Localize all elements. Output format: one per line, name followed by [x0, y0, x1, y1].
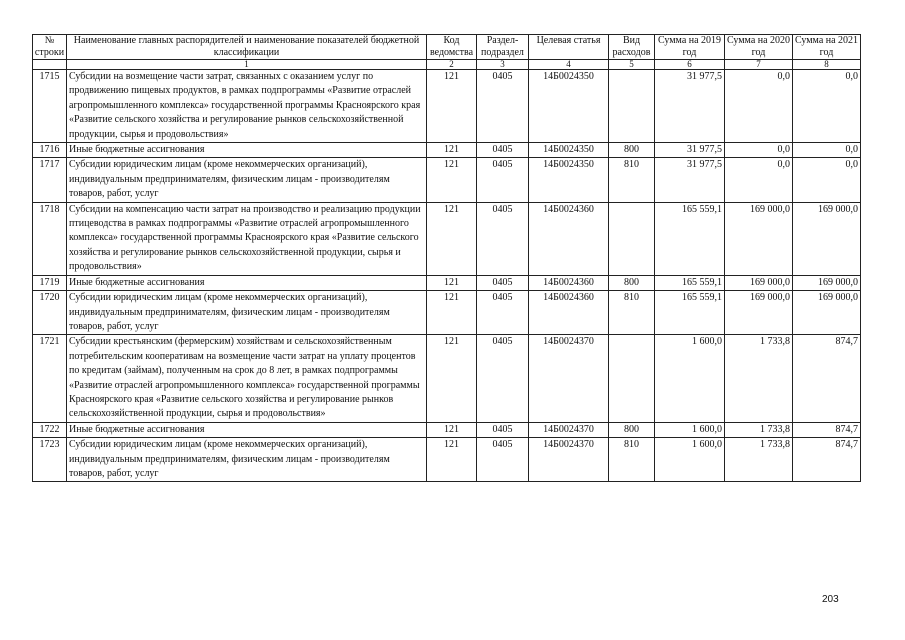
row-sum-2020: 1 733,8 [725, 335, 793, 422]
row-number: 1719 [33, 275, 67, 290]
row-sum-2019: 165 559,1 [655, 291, 725, 335]
row-sum-2019: 31 977,5 [655, 158, 725, 202]
row-expense [609, 70, 655, 143]
row-number: 1716 [33, 143, 67, 158]
row-sum-2019: 1 600,0 [655, 422, 725, 437]
row-expense: 800 [609, 275, 655, 290]
column-index: 4 [529, 60, 609, 70]
row-section: 0405 [477, 158, 529, 202]
row-sum-2021: 0,0 [793, 70, 861, 143]
row-section: 0405 [477, 438, 529, 482]
row-expense: 810 [609, 291, 655, 335]
row-name: Иные бюджетные ассигнования [67, 422, 427, 437]
row-dept: 121 [427, 158, 477, 202]
row-section: 0405 [477, 422, 529, 437]
header-row-no: № строки [33, 35, 67, 60]
header-row [33, 35, 861, 60]
row-target: 14Б0024360 [529, 275, 609, 290]
header-sum-2019: Сумма на 2019 год [655, 35, 725, 60]
row-sum-2020: 169 000,0 [725, 275, 793, 290]
row-sum-2021: 169 000,0 [793, 202, 861, 275]
row-sum-2021: 0,0 [793, 143, 861, 158]
row-sum-2021: 874,7 [793, 422, 861, 437]
row-dept: 121 [427, 202, 477, 275]
header-dept: Код ведомства [427, 35, 477, 60]
table-row [33, 335, 861, 422]
row-dept: 121 [427, 438, 477, 482]
row-sum-2019: 165 559,1 [655, 202, 725, 275]
row-sum-2021: 874,7 [793, 438, 861, 482]
row-section: 0405 [477, 335, 529, 422]
row-section: 0405 [477, 202, 529, 275]
row-number: 1721 [33, 335, 67, 422]
row-sum-2020: 0,0 [725, 158, 793, 202]
budget-table [32, 34, 861, 482]
column-index [33, 60, 67, 70]
row-sum-2019: 1 600,0 [655, 335, 725, 422]
row-name: Субсидии юридическим лицам (кроме некоммерческих организаций), индивидуальным предпринимателям, физическим лицам - производителям товаров, работ, услуг [67, 438, 427, 482]
header-section: Раздел- подраздел [477, 35, 529, 60]
table-row [33, 291, 861, 335]
row-sum-2019: 31 977,5 [655, 143, 725, 158]
row-sum-2021: 169 000,0 [793, 291, 861, 335]
row-target: 14Б0024370 [529, 422, 609, 437]
row-expense: 800 [609, 422, 655, 437]
row-target: 14Б0024360 [529, 202, 609, 275]
table-row [33, 143, 861, 158]
row-dept: 121 [427, 70, 477, 143]
header-expense: Вид расходов [609, 35, 655, 60]
table-row [33, 202, 861, 275]
row-section: 0405 [477, 291, 529, 335]
row-dept: 121 [427, 422, 477, 437]
row-sum-2020: 0,0 [725, 70, 793, 143]
column-index: 7 [725, 60, 793, 70]
column-index: 2 [427, 60, 477, 70]
row-dept: 121 [427, 143, 477, 158]
row-number: 1722 [33, 422, 67, 437]
row-sum-2021: 874,7 [793, 335, 861, 422]
row-number: 1718 [33, 202, 67, 275]
row-target: 14Б0024370 [529, 335, 609, 422]
table-body [33, 70, 861, 482]
row-expense [609, 202, 655, 275]
row-name: Субсидии крестьянским (фермерским) хозяйствам и сельскохозяйственным потребительским кооперативам на возмещение части затрат на уплату процентов по кредитам (займам), полученным на срок до 8 лет, в рамках подпрограммы «Развитие отраслей агропромышленного комплекса» государственной программы Красноярского края «Развитие сельского хозяйства и регулирование рынков сельскохозяйственной продукции, сырья и продовольствия» [67, 335, 427, 422]
column-index: 3 [477, 60, 529, 70]
row-name: Иные бюджетные ассигнования [67, 275, 427, 290]
row-sum-2020: 169 000,0 [725, 202, 793, 275]
column-index-row [33, 60, 861, 70]
row-target: 14Б0024370 [529, 438, 609, 482]
column-index: 1 [67, 60, 427, 70]
row-sum-2020: 1 733,8 [725, 422, 793, 437]
row-expense [609, 335, 655, 422]
row-sum-2019: 165 559,1 [655, 275, 725, 290]
row-target: 14Б0024350 [529, 70, 609, 143]
row-target: 14Б0024350 [529, 143, 609, 158]
table-row [33, 438, 861, 482]
page-number: 203 [822, 594, 839, 605]
header-sum-2021: Сумма на 2021 год [793, 35, 861, 60]
row-name: Субсидии на возмещение части затрат, связанных с оказанием услуг по продвижению пищевых продуктов, в рамках подпрограммы «Развитие отраслей агропромышленного комплекса» государственной программы Красноярского края «Развитие сельского хозяйства и регулирование рынков сельскохозяйственной продукции, сырья и продовольствия» [67, 70, 427, 143]
row-dept: 121 [427, 275, 477, 290]
row-sum-2019: 31 977,5 [655, 70, 725, 143]
row-sum-2020: 0,0 [725, 143, 793, 158]
row-number: 1717 [33, 158, 67, 202]
column-index: 8 [793, 60, 861, 70]
row-target: 14Б0024360 [529, 291, 609, 335]
row-target: 14Б0024350 [529, 158, 609, 202]
row-name: Субсидии юридическим лицам (кроме некоммерческих организаций), индивидуальным предпринимателям, физическим лицам - производителям товаров, работ, услуг [67, 158, 427, 202]
table-row [33, 275, 861, 290]
row-sum-2019: 1 600,0 [655, 438, 725, 482]
row-section: 0405 [477, 275, 529, 290]
row-expense: 810 [609, 438, 655, 482]
row-name: Субсидии юридическим лицам (кроме некоммерческих организаций), индивидуальным предпринимателям, физическим лицам - производителям товаров, работ, услуг [67, 291, 427, 335]
row-name: Субсидии на компенсацию части затрат на производство и реализацию продукции птицеводства в рамках подпрограммы «Развитие отраслей агропромышленного комплекса» государственной программы Красноярского края «Развитие сельского хозяйства и регулирование рынков сельскохозяйственной продукции, сырья и продовольствия» [67, 202, 427, 275]
row-expense: 800 [609, 143, 655, 158]
row-sum-2021: 0,0 [793, 158, 861, 202]
column-index: 5 [609, 60, 655, 70]
row-sum-2020: 1 733,8 [725, 438, 793, 482]
row-dept: 121 [427, 291, 477, 335]
row-number: 1720 [33, 291, 67, 335]
table-row [33, 70, 861, 143]
row-section: 0405 [477, 143, 529, 158]
row-expense: 810 [609, 158, 655, 202]
header-sum-2020: Сумма на 2020 год [725, 35, 793, 60]
row-sum-2020: 169 000,0 [725, 291, 793, 335]
row-number: 1715 [33, 70, 67, 143]
header-name: Наименование главных распорядителей и наименование показателей бюджетной классификации [67, 35, 427, 60]
row-section: 0405 [477, 70, 529, 143]
row-sum-2021: 169 000,0 [793, 275, 861, 290]
row-number: 1723 [33, 438, 67, 482]
column-index: 6 [655, 60, 725, 70]
row-name: Иные бюджетные ассигнования [67, 143, 427, 158]
row-dept: 121 [427, 335, 477, 422]
table-row [33, 158, 861, 202]
header-target: Целевая статья [529, 35, 609, 60]
table-row [33, 422, 861, 437]
